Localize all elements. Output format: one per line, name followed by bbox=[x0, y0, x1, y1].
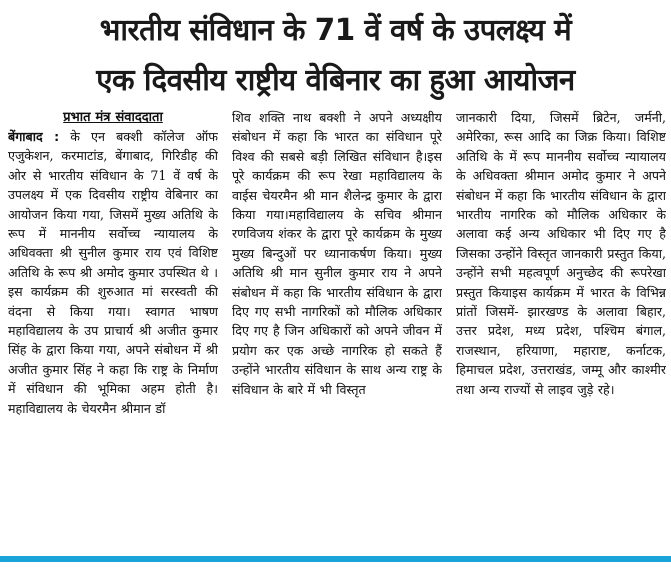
article-column-1 bbox=[8, 108, 218, 548]
column-1-text: के एन बक्शी कॉलेज ऑफ एजुकेशन, करमाटांड, बेंगाबाद, गिरिडीह की ओर से भारतीय संविधान के 71 वें वर्ष के उपलक्ष्य में एक दिवसीय राष्ट्रीय वेबिनार का आयोजन किया गया, जिसमें मुख्य अतिथि के रूप में माननीय सर्वोच्च न्यायालय के अधिवक्ता श्री सुनील कुमार राय एवं विशिष्ट अतिथि के रूप श्री अमोद कुमार उपस्थित थे । इस कार्यक्रम की शुरुआत मां सरस्वती की वंदना से किया गया। स्वागत भाषण महाविद्यालय के उप प्राचार्य श्री अजीत कुमार सिंह के द्वारा किया गया, अपने संबोधन में श्री अजीत कुमार सिंह ने कहा कि राष्ट्र के निर्माण में संविधान की भूमिका अहम होती है। महाविद्यालय के चेयरमैन श्रीमान डॉ bbox=[8, 129, 218, 416]
article-paragraph-1 bbox=[8, 127, 218, 418]
article-column-2 bbox=[232, 108, 442, 548]
article-column-3 bbox=[456, 108, 666, 548]
headline bbox=[0, 0, 671, 106]
column-2-text: शिव शक्ति नाथ बक्शी ने अपने अध्यक्षीय संबोधन में कहा कि भारत का संविधान पूरे विश्व की सबसे बड़ी लिखित संविधान है।इस पूरे कार्यक्रम की रूप रेखा महाविद्यालय के वाईस चेयरमैन श्री मान शैलेन्द्र कुमार के द्वारा किया गया।महाविद्यालय के सचिव श्रीमान रणविजय शंकर के द्वारा पूरे कार्यक्रम के मुख्य मुख्य बिन्दुओं पर ध्यानाकर्षण किया। मुख्य अतिथि श्री मान सुनील कुमार राय ने अपने संबोधन में कहा कि भारतीय संविधान के द्वारा दिए गए सभी नागरिकों को मौलिक अधिकार दिए गए है जिन अधिकारों को अपने जीवन में प्रयोग कर एक अच्छे नागरिक हो सकते हैं उन्होंने भारतीय संविधान के साथ अन्य राष्ट्र के संविधान के बारे में भी विस्तृत bbox=[232, 110, 442, 397]
headline-line-2: एक दिवसीय राष्ट्रीय वेबिनार का हुआ आयोजन bbox=[96, 63, 575, 98]
article-body bbox=[8, 108, 666, 548]
headline-line-1: भारतीय संविधान के 71 वें वर्ष के उपलक्ष्य में bbox=[99, 13, 572, 48]
column-3-text: जानकारी दिया, जिसमें ब्रिटेन, जर्मनी, अमेरिका, रूस आदि का जिक्र किया। विशिष्ट अतिथि के में रूप माननीय सर्वोच्च न्यायालय के अधिवक्ता श्रीमान अमोद कुमार ने अपने संबोधन में कहा कि भारतीय संविधान के द्वारा भारतीय नागरिक को मौलिक अधिकार के अलावा कई अन्य अधिकार भी दिए गए है जिसका उन्होंने विस्तृत जानकारी प्रस्तुत किया, उन्होंने सभी महत्वपूर्ण अनुच्छेद की रूपरेखा प्रस्तुत कियाइस कार्यक्रम में भारत के विभिन्न प्रांतों जिसमें- झारखण्ड के अलावा बिहार, उत्तर प्रदेश, मध्य प्रदेश, पश्चिम बंगाल, राजस्थान, हरियाणा, महाराष्ट, कर्नाटक, हिमाचल प्रदेश, उत्तराखंड, जम्मू और काश्मीर तथा अन्य राज्यों से लाइव जुड़े रहे। bbox=[456, 110, 666, 397]
byline: प्रभात मंत्र संवाददाता bbox=[63, 110, 163, 125]
page-footer-rule bbox=[0, 549, 671, 573]
dateline: बेंगाबाद : bbox=[8, 129, 60, 144]
